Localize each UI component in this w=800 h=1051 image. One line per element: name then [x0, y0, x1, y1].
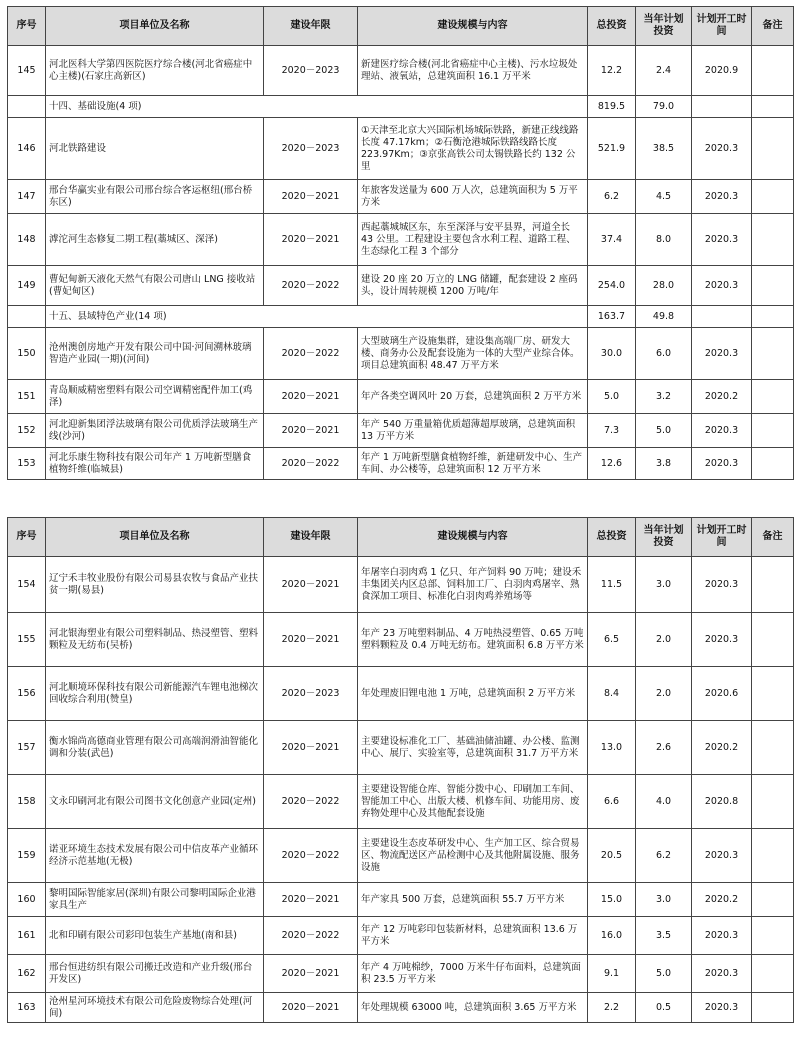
row-note	[752, 328, 794, 380]
row-note	[752, 557, 794, 613]
row-plan: 3.0	[636, 557, 692, 613]
row-no: 153	[8, 448, 46, 480]
table-header-row	[8, 7, 794, 46]
row-desc: 年屠宰白羽肉鸡 1 亿只、年产饲料 90 万吨；建设禾丰集团关内区总部、饲料加工厂、白羽肉鸡屠宰、熟食深加工项目、标准化白羽肉鸡养殖场等	[358, 557, 588, 613]
section-start	[692, 306, 752, 328]
row-start: 2020.3	[692, 829, 752, 883]
row-total: 13.0	[588, 721, 636, 775]
row-note	[752, 46, 794, 96]
row-name: 北和印刷有限公司彩印包装生产基地(南和县)	[46, 917, 264, 955]
row-no: 146	[8, 118, 46, 180]
header-no: 序号	[8, 7, 46, 46]
row-years: 2020－2021	[264, 414, 358, 448]
row-total: 20.5	[588, 829, 636, 883]
row-start: 2020.3	[692, 118, 752, 180]
row-years: 2020－2021	[264, 721, 358, 775]
table-row	[8, 266, 794, 306]
row-no: 152	[8, 414, 46, 448]
row-note	[752, 775, 794, 829]
row-start: 2020.3	[692, 557, 752, 613]
header-start: 计划开工时间	[692, 7, 752, 46]
row-years: 2020－2021	[264, 955, 358, 993]
row-desc: 主要建设标准化工厂、基础油储油罐、办公楼、监测中心、展厅、实验室等，总建筑面积 31.7 万平方米	[358, 721, 588, 775]
row-name: 河北铁路建设	[46, 118, 264, 180]
row-plan: 6.2	[636, 829, 692, 883]
row-name: 文永印刷河北有限公司图书文化创意产业园(定州)	[46, 775, 264, 829]
table-row	[8, 328, 794, 380]
row-start: 2020.2	[692, 883, 752, 917]
table-row	[8, 613, 794, 667]
row-plan: 28.0	[636, 266, 692, 306]
row-name: 河北迎新集团浮法玻璃有限公司优质浮法玻璃生产线(沙河)	[46, 414, 264, 448]
row-note	[752, 214, 794, 266]
row-desc: 新建医疗综合楼(河北省癌症中心主楼)、污水垃圾处理站、液氧站，总建筑面积 16.1 万平米	[358, 46, 588, 96]
table-row	[8, 557, 794, 613]
row-name: 邢台华赢实业有限公司邢台综合客运枢纽(邢台桥东区)	[46, 180, 264, 214]
row-plan: 3.8	[636, 448, 692, 480]
table-row	[8, 214, 794, 266]
row-desc: 年产 4 万吨棉纱，7000 万米牛仔布面料，总建筑面积 23.5 万平方米	[358, 955, 588, 993]
row-note	[752, 118, 794, 180]
row-years: 2020－2023	[264, 667, 358, 721]
header-desc: 建设规模与内容	[358, 518, 588, 557]
row-total: 16.0	[588, 917, 636, 955]
row-start: 2020.3	[692, 180, 752, 214]
row-desc: 西起藁城城区东，东至深泽与安平县界，河道全长 43 公里。工程建设主要包含水利工程、道路工程、生态绿化工程 3 个部分	[358, 214, 588, 266]
row-plan: 2.6	[636, 721, 692, 775]
row-plan: 5.0	[636, 955, 692, 993]
row-note	[752, 917, 794, 955]
header-no: 序号	[8, 518, 46, 557]
row-plan: 4.0	[636, 775, 692, 829]
table-row	[8, 721, 794, 775]
section-start	[692, 96, 752, 118]
row-name: 河北医科大学第四医院医疗综合楼(河北省癌症中心主楼)(石家庄高新区)	[46, 46, 264, 96]
header-name: 项目单位及名称	[46, 518, 264, 557]
row-desc: 年旅客发送量为 600 万人次，总建筑面积为 5 万平方米	[358, 180, 588, 214]
row-no: 160	[8, 883, 46, 917]
row-plan: 3.5	[636, 917, 692, 955]
row-total: 9.1	[588, 955, 636, 993]
row-total: 254.0	[588, 266, 636, 306]
row-start: 2020.3	[692, 448, 752, 480]
section-total: 819.5	[588, 96, 636, 118]
table-row	[8, 829, 794, 883]
row-desc: 主要建设智能仓库、智能分拨中心、印刷加工车间、智能加工中心、出版大楼、机修车间、功能用房、废弃物处理中心及其他配套设施	[358, 775, 588, 829]
row-name: 河北乐康生物科技有限公司年产 1 万吨新型膳食植物纤维(临城县)	[46, 448, 264, 480]
header-total: 总投资	[588, 7, 636, 46]
row-total: 6.2	[588, 180, 636, 214]
row-note	[752, 414, 794, 448]
row-plan: 3.0	[636, 883, 692, 917]
table-row	[8, 380, 794, 414]
row-years: 2020－2021	[264, 883, 358, 917]
row-start: 2020.3	[692, 993, 752, 1023]
section-no	[8, 96, 46, 118]
row-total: 521.9	[588, 118, 636, 180]
row-desc: 主要建设生态皮革研发中心、生产加工区、综合贸易区、物流配送区产品检测中心及其他附属设施、服务设施	[358, 829, 588, 883]
row-desc: 年产各类空调风叶 20 万套，总建筑面积 2 万平方米	[358, 380, 588, 414]
row-note	[752, 667, 794, 721]
row-desc: 年处理规模 63000 吨，总建筑面积 3.65 万平方米	[358, 993, 588, 1023]
section-title: 十五、县域特色产业(14 项)	[46, 306, 588, 328]
row-years: 2020－2021	[264, 557, 358, 613]
row-note	[752, 448, 794, 480]
row-desc: 年产 23 万吨塑料制品、4 万吨热浸塑管、0.65 万吨塑料颗粒及 0.4 万吨无纺布。建筑面积 6.8 万平方米	[358, 613, 588, 667]
row-no: 157	[8, 721, 46, 775]
row-years: 2020－2022	[264, 266, 358, 306]
row-plan: 38.5	[636, 118, 692, 180]
row-years: 2020－2021	[264, 180, 358, 214]
table-row	[8, 883, 794, 917]
table-row	[8, 775, 794, 829]
row-note	[752, 613, 794, 667]
row-plan: 0.5	[636, 993, 692, 1023]
row-years: 2020－2021	[264, 613, 358, 667]
row-total: 37.4	[588, 214, 636, 266]
row-plan: 6.0	[636, 328, 692, 380]
section-row	[8, 306, 794, 328]
project-table-1	[7, 6, 794, 480]
row-name: 滹沱河生态修复二期工程(藁城区、深泽)	[46, 214, 264, 266]
table-row	[8, 667, 794, 721]
row-no: 162	[8, 955, 46, 993]
header-name: 项目单位及名称	[46, 7, 264, 46]
header-start: 计划开工时间	[692, 518, 752, 557]
row-total: 12.2	[588, 46, 636, 96]
row-years: 2020－2022	[264, 328, 358, 380]
table-row	[8, 118, 794, 180]
row-years: 2020－2022	[264, 917, 358, 955]
header-note: 备注	[752, 7, 794, 46]
row-name: 邢台恒进纺织有限公司搬迁改造和产业升级(邢台开发区)	[46, 955, 264, 993]
row-no: 148	[8, 214, 46, 266]
section-plan: 49.8	[636, 306, 692, 328]
header-desc: 建设规模与内容	[358, 7, 588, 46]
row-note	[752, 266, 794, 306]
row-no: 161	[8, 917, 46, 955]
row-desc: 年产家具 500 万套，总建筑面积 55.7 万平方米	[358, 883, 588, 917]
row-name: 曹妃甸新天液化天然气有限公司唐山 LNG 接收站(曹妃甸区)	[46, 266, 264, 306]
row-note	[752, 993, 794, 1023]
table-header-row	[8, 518, 794, 557]
row-start: 2020.8	[692, 775, 752, 829]
table-row	[8, 414, 794, 448]
section-no	[8, 306, 46, 328]
row-years: 2020－2022	[264, 775, 358, 829]
row-no: 150	[8, 328, 46, 380]
row-start: 2020.3	[692, 955, 752, 993]
row-plan: 4.5	[636, 180, 692, 214]
row-total: 6.6	[588, 775, 636, 829]
row-no: 149	[8, 266, 46, 306]
row-no: 158	[8, 775, 46, 829]
section-total: 163.7	[588, 306, 636, 328]
row-years: 2020－2022	[264, 829, 358, 883]
row-name: 衡水锦尚高德商业管理有限公司高端润滑油智能化调和分装(武邑)	[46, 721, 264, 775]
row-no: 155	[8, 613, 46, 667]
row-start: 2020.9	[692, 46, 752, 96]
row-total: 11.5	[588, 557, 636, 613]
row-note	[752, 380, 794, 414]
row-start: 2020.2	[692, 380, 752, 414]
row-note	[752, 883, 794, 917]
row-years: 2020－2021	[264, 993, 358, 1023]
row-note	[752, 829, 794, 883]
row-start: 2020.3	[692, 328, 752, 380]
table-row	[8, 180, 794, 214]
row-no: 151	[8, 380, 46, 414]
row-total: 15.0	[588, 883, 636, 917]
row-start: 2020.3	[692, 414, 752, 448]
row-plan: 2.0	[636, 613, 692, 667]
row-start: 2020.3	[692, 266, 752, 306]
row-plan: 2.0	[636, 667, 692, 721]
row-years: 2020－2021	[264, 214, 358, 266]
row-total: 12.6	[588, 448, 636, 480]
row-start: 2020.2	[692, 721, 752, 775]
row-name: 黎明国际智能家居(深圳)有限公司黎明国际企业港家具生产	[46, 883, 264, 917]
row-plan: 3.2	[636, 380, 692, 414]
row-plan: 5.0	[636, 414, 692, 448]
row-total: 2.2	[588, 993, 636, 1023]
row-total: 30.0	[588, 328, 636, 380]
section-note	[752, 96, 794, 118]
row-name: 河北顺境环保科技有限公司新能源汽车锂电池梯次回收综合利用(赞皇)	[46, 667, 264, 721]
row-name: 青岛顺威精密塑料有限公司空调精密配件加工(鸡泽)	[46, 380, 264, 414]
row-total: 8.4	[588, 667, 636, 721]
header-plan: 当年计划投资	[636, 7, 692, 46]
row-years: 2020－2022	[264, 448, 358, 480]
section-plan: 79.0	[636, 96, 692, 118]
row-start: 2020.3	[692, 613, 752, 667]
row-years: 2020－2023	[264, 118, 358, 180]
project-table-2	[7, 517, 794, 1023]
row-no: 154	[8, 557, 46, 613]
row-name: 河北银海塑业有限公司塑料制品、热浸塑管、塑料颗粒及无纺布(吴桥)	[46, 613, 264, 667]
row-note	[752, 955, 794, 993]
row-total: 5.0	[588, 380, 636, 414]
row-years: 2020－2021	[264, 380, 358, 414]
table-row	[8, 448, 794, 480]
header-total: 总投资	[588, 518, 636, 557]
section-note	[752, 306, 794, 328]
row-years: 2020－2023	[264, 46, 358, 96]
table-row	[8, 993, 794, 1023]
row-desc: 年产 12 万吨彩印包装新材料，总建筑面积 13.6 万平方米	[358, 917, 588, 955]
table-row	[8, 46, 794, 96]
row-no: 163	[8, 993, 46, 1023]
row-desc: 年产 1 万吨新型膳食植物纤维，新建研发中心、生产车间、办公楼等，总建筑面积 12 万平方米	[358, 448, 588, 480]
section-title: 十四、基础设施(4 项)	[46, 96, 588, 118]
row-note	[752, 180, 794, 214]
row-desc: 年处理废旧锂电池 1 万吨，总建筑面积 2 万平方米	[358, 667, 588, 721]
header-note: 备注	[752, 518, 794, 557]
row-name: 诺亚环境生态技术发展有限公司中信皮革产业循环经济示范基地(无极)	[46, 829, 264, 883]
header-years: 建设年限	[264, 518, 358, 557]
row-total: 7.3	[588, 414, 636, 448]
row-start: 2020.6	[692, 667, 752, 721]
row-name: 沧州星河环境技术有限公司危险废物综合处理(河间)	[46, 993, 264, 1023]
row-name: 辽宁禾丰牧业股份有限公司易县农牧与食品产业扶贫一期(易县)	[46, 557, 264, 613]
row-start: 2020.3	[692, 917, 752, 955]
table-row	[8, 917, 794, 955]
row-name: 沧州澳创房地产开发有限公司中国·河间溯林玻璃智造产业园(一期)(河间)	[46, 328, 264, 380]
row-desc: 建设 20 座 20 万立的 LNG 储罐，配套建设 2 座码头，设计周转规模 1200 万吨/年	[358, 266, 588, 306]
header-plan: 当年计划投资	[636, 518, 692, 557]
row-total: 6.5	[588, 613, 636, 667]
row-desc: 大型玻璃生产设施集群，建设集高端厂房、研发大楼、商务办公及配套设施为一体的大型产业综合体。项目总建筑面积 48.47 万平方米	[358, 328, 588, 380]
row-no: 156	[8, 667, 46, 721]
row-plan: 2.4	[636, 46, 692, 96]
header-years: 建设年限	[264, 7, 358, 46]
row-start: 2020.3	[692, 214, 752, 266]
section-row	[8, 96, 794, 118]
row-desc: ①天津至北京大兴国际机场城际铁路，新建正线线路长度 47.17km；②石衡沧港城际铁路线路长度 223.97Km；③京张高铁公司太锡铁路长约 132 公里	[358, 118, 588, 180]
row-no: 145	[8, 46, 46, 96]
row-no: 159	[8, 829, 46, 883]
table-row	[8, 955, 794, 993]
row-desc: 年产 540 万重量箱优质超薄超厚玻璃，总建筑面积 13 万平方米	[358, 414, 588, 448]
row-plan: 8.0	[636, 214, 692, 266]
row-note	[752, 721, 794, 775]
row-no: 147	[8, 180, 46, 214]
